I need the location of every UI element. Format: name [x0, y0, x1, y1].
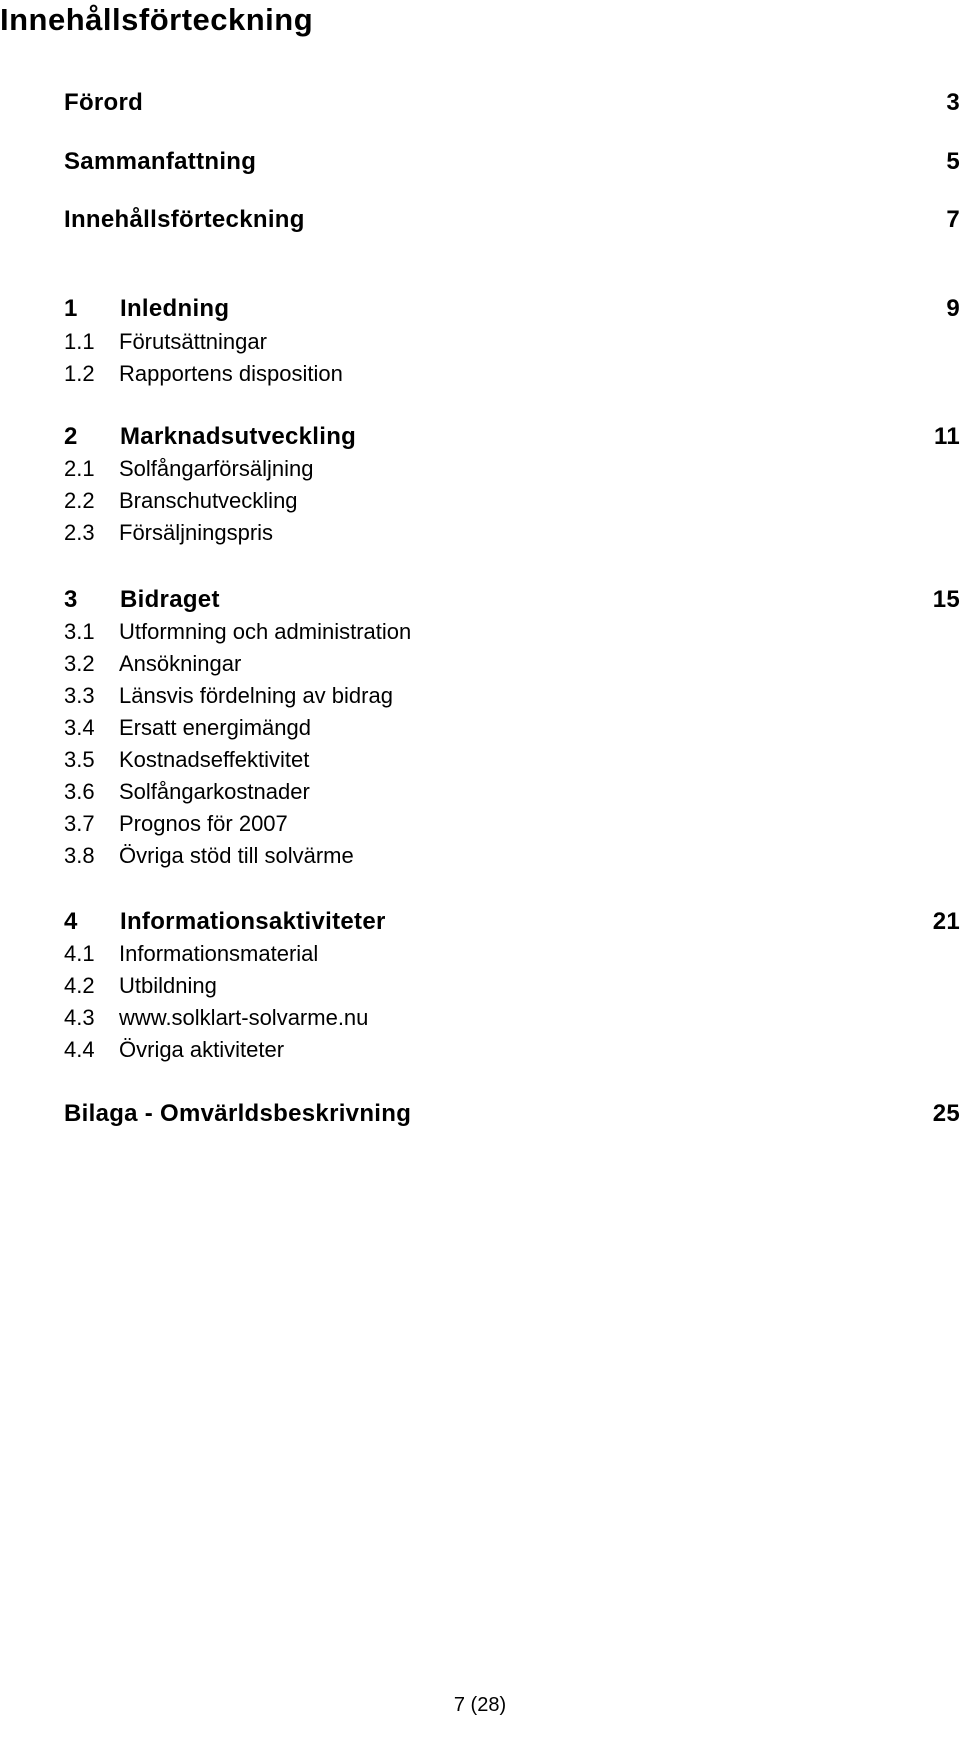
toc-entry-number: 3.8: [64, 843, 95, 868]
toc-entry-title: Solfångarförsäljning: [119, 456, 314, 481]
toc-chapter-1[interactable]: [64, 292, 960, 326]
toc-entry-title: Länsvis fördelning av bidrag: [119, 683, 393, 708]
toc-chapter-2[interactable]: [64, 420, 960, 454]
toc-section-1-1[interactable]: [64, 325, 960, 359]
table-of-contents: [64, 0, 960, 1738]
toc-entry-title: Inledning: [120, 295, 230, 322]
toc-entry-title: Förutsättningar: [119, 329, 267, 354]
toc-entry-title: Sammanfattning: [64, 148, 257, 175]
toc-entry-title: Kostnadseffektivitet: [119, 747, 310, 772]
toc-section-3-3[interactable]: [64, 679, 960, 713]
toc-entry-title: Informationsaktiviteter: [120, 908, 386, 935]
toc-entry-page: 7: [946, 206, 960, 233]
toc-entry-title: Bidraget: [120, 586, 220, 613]
toc-entry-number: 4.4: [64, 1037, 95, 1062]
toc-entry-title: Branschutveckling: [119, 488, 298, 513]
toc-entry-forord[interactable]: [64, 86, 960, 120]
toc-entry-number: 2.2: [64, 488, 95, 513]
toc-entry-page: 25: [932, 1100, 960, 1127]
toc-entry-title: Övriga aktiviteter: [119, 1037, 285, 1062]
toc-chapter-4[interactable]: [64, 905, 960, 939]
toc-section-3-2[interactable]: [64, 647, 960, 681]
toc-section-3-1[interactable]: [64, 615, 960, 649]
toc-entry-title: Ersatt energimängd: [119, 715, 311, 740]
toc-entry-number: 3.7: [64, 811, 95, 836]
toc-section-3-8[interactable]: [64, 839, 960, 873]
toc-entry-number: 3: [64, 586, 78, 613]
toc-entry-title: Försäljningspris: [119, 520, 274, 545]
toc-entry-title: Marknadsutveckling: [120, 423, 357, 450]
toc-section-4-3[interactable]: [64, 1001, 960, 1035]
toc-entry-title: Ansökningar: [119, 651, 242, 676]
toc-entry-title: Övriga stöd till solvärme: [119, 843, 354, 868]
toc-chapter-3[interactable]: [64, 583, 960, 617]
toc-entry-title: Innehållsförteckning: [64, 206, 305, 233]
toc-section-1-2[interactable]: [64, 357, 960, 391]
toc-entry-title: Informationsmaterial: [119, 941, 319, 966]
toc-entry-title: Förord: [64, 89, 144, 116]
toc-entry-number: 4.2: [64, 973, 95, 998]
toc-entry-title: Rapportens disposition: [119, 361, 343, 386]
toc-section-4-4[interactable]: [64, 1033, 960, 1067]
toc-section-2-1[interactable]: [64, 452, 960, 486]
toc-entry-number: 1: [64, 295, 78, 322]
toc-entry-number: 3.2: [64, 651, 95, 676]
toc-section-3-6[interactable]: [64, 775, 960, 809]
toc-entry-number: 3.1: [64, 619, 95, 644]
page-title: Innehållsförteckning: [0, 2, 314, 37]
toc-entry-number: 1.1: [64, 329, 95, 354]
toc-entry-title: Solfångarkostnader: [119, 779, 310, 804]
toc-entry-number: 4: [64, 908, 78, 935]
toc-entry-number: 3.5: [64, 747, 95, 772]
toc-entry-sammanfattning[interactable]: [64, 145, 960, 179]
toc-entry-title: Bilaga - Omvärldsbeskrivning: [64, 1100, 412, 1127]
toc-entry-number: 2.3: [64, 520, 95, 545]
toc-entry-page: 21: [932, 908, 960, 935]
toc-entry-number: 4.3: [64, 1005, 95, 1030]
toc-entry-page: 3: [946, 89, 960, 116]
toc-entry-number: 3.3: [64, 683, 95, 708]
toc-entry-page: 15: [932, 586, 960, 613]
toc-section-3-7[interactable]: [64, 807, 960, 841]
toc-entry-page: 5: [946, 148, 960, 175]
toc-entry-title: Prognos för 2007: [119, 811, 288, 836]
toc-section-3-5[interactable]: [64, 743, 960, 777]
toc-entry-number: 3.6: [64, 779, 95, 804]
toc-section-4-1[interactable]: [64, 937, 960, 971]
toc-section-4-2[interactable]: [64, 969, 960, 1003]
toc-entry-innehallsforteckning[interactable]: [64, 203, 960, 237]
toc-entry-title: Utbildning: [119, 973, 217, 998]
toc-entry-page: 9: [946, 295, 960, 322]
toc-section-2-3[interactable]: [64, 516, 960, 550]
toc-entry-number: 3.4: [64, 715, 95, 740]
toc-entry-page: 11: [934, 423, 960, 450]
toc-entry-number: 2: [64, 423, 78, 450]
page-number-footer: 7 (28): [453, 1694, 507, 1716]
toc-entry-title: www.solklart-solvarme.nu: [119, 1005, 369, 1030]
toc-section-3-4[interactable]: [64, 711, 960, 745]
toc-entry-bilaga[interactable]: [64, 1097, 960, 1131]
toc-entry-title: Utformning och administration: [119, 619, 412, 644]
toc-section-2-2[interactable]: [64, 484, 960, 518]
toc-entry-number: 1.2: [64, 361, 95, 386]
toc-entry-number: 4.1: [64, 941, 95, 966]
toc-entry-number: 2.1: [64, 456, 95, 481]
